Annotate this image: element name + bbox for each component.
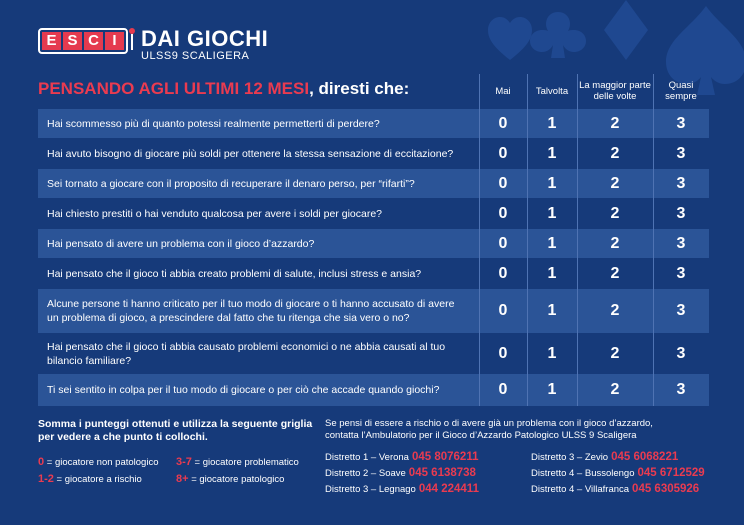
score-option[interactable]: 0 (498, 204, 508, 222)
district-contact (325, 451, 479, 463)
column-header-mai: Mai (495, 85, 511, 97)
score-range: 0 (38, 456, 45, 468)
district-contact (325, 467, 476, 479)
table-row (38, 289, 709, 333)
table-row (38, 199, 709, 228)
question-text: Hai chiesto prestiti o hai venduto qualcosa per avere i soldi per giocare? (47, 207, 383, 220)
column-divider (527, 74, 528, 406)
column-header-talvolta: Talvolta (535, 85, 569, 97)
score-label: = giocatore non patologico (46, 457, 159, 468)
score-option[interactable]: 2 (610, 302, 620, 319)
logo-subtitle: ULSS9 SCALIGERA (141, 50, 250, 62)
scoring-guide (38, 418, 318, 444)
table-row (38, 169, 709, 198)
district-phone: 045 6068221 (611, 451, 679, 463)
table-row (38, 259, 709, 288)
logo-letter: E (42, 32, 61, 50)
score-level (38, 456, 158, 468)
diamond-icon (604, 0, 648, 60)
scoring-heading: Somma i punteggi ottenuti e utilizza la seguente griglia per vedere a che punto ti collochi. (38, 418, 313, 443)
column-divider (479, 74, 480, 406)
district-name: Distretto 4 – Villafranca (531, 484, 630, 495)
score-option[interactable]: 3 (676, 234, 686, 252)
score-option[interactable]: 0 (498, 234, 508, 252)
district-name: Distretto 2 – Soave (325, 468, 406, 479)
score-level (176, 456, 299, 468)
score-option[interactable]: 1 (547, 144, 557, 162)
score-option[interactable]: 2 (610, 204, 620, 222)
page-title (38, 79, 409, 99)
logo-letter: C (84, 32, 103, 50)
score-option[interactable]: 2 (610, 144, 620, 162)
score-label: = giocatore a rischio (56, 474, 142, 485)
slot-machine-logo-mark (38, 28, 128, 54)
table-row (38, 374, 709, 406)
district-name: Distretto 1 – Verona (325, 452, 409, 463)
question-text: Hai pensato di avere un problema con il gioco d’azzardo? (47, 237, 315, 250)
district-phone: 044 224411 (418, 483, 479, 495)
score-option[interactable]: 1 (547, 264, 557, 282)
score-option[interactable]: 1 (547, 381, 557, 398)
district-contact (531, 483, 699, 495)
score-level (38, 473, 142, 485)
district-contact (531, 451, 678, 463)
score-option[interactable]: 0 (498, 174, 508, 192)
score-option[interactable]: 3 (676, 302, 686, 319)
table-row (38, 109, 709, 138)
heart-icon (488, 17, 532, 60)
score-option[interactable]: 0 (498, 344, 508, 362)
question-text: Hai pensato che il gioco ti abbia creato problemi di salute, inclusi stress e ansia? (47, 267, 422, 280)
column-header-maggior-parte: La maggior parte delle volte (579, 80, 651, 102)
esci-dai-giochi-logo (38, 28, 268, 63)
score-option[interactable]: 2 (610, 264, 620, 282)
score-range: 1-2 (38, 473, 54, 485)
logo-title: DAI GIOCHI (141, 26, 269, 51)
club-icon (530, 12, 586, 58)
score-option[interactable]: 0 (498, 114, 508, 132)
column-divider (577, 74, 578, 406)
score-option[interactable]: 1 (547, 204, 557, 222)
score-option[interactable]: 1 (547, 302, 557, 319)
question-text: Hai scommesso più di quanto potessi realmente permetterti di perdere? (47, 117, 380, 130)
table-row (38, 139, 709, 168)
score-option[interactable]: 1 (547, 174, 557, 192)
district-contact (325, 483, 479, 495)
slot-lever-icon (129, 28, 135, 50)
district-phone: 045 8076211 (411, 451, 479, 463)
score-option[interactable]: 2 (610, 344, 620, 362)
score-option[interactable]: 3 (676, 144, 686, 162)
district-name: Distretto 3 – Legnago (325, 484, 416, 495)
table-row (38, 229, 709, 258)
score-option[interactable]: 3 (676, 204, 686, 222)
district-name: Distretto 4 – Bussolengo (531, 468, 635, 479)
score-level (176, 473, 284, 485)
score-option[interactable]: 0 (498, 264, 508, 282)
score-option[interactable]: 2 (610, 381, 620, 398)
question-text: Sei tornato a giocare con il proposito di recuperare il denaro perso, per “rifarti”? (47, 177, 415, 190)
district-phone: 045 6712529 (637, 467, 705, 479)
table-row (38, 334, 709, 373)
score-option[interactable]: 0 (498, 144, 508, 162)
column-header-quasi-sempre: Quasi sempre (665, 80, 697, 102)
question-text: Alcune persone ti hanno criticato per il tuo modo di giocare o ti hanno accusato di avere un problema di gioco, a prescindere dal fatto che tu ritenga che sia vero o no? (47, 298, 455, 324)
score-option[interactable]: 0 (498, 381, 508, 398)
score-option[interactable]: 3 (676, 381, 686, 398)
score-option[interactable]: 1 (547, 344, 557, 362)
score-range: 8+ (176, 473, 189, 485)
logo-letter: S (63, 32, 82, 50)
score-option[interactable]: 2 (610, 114, 620, 132)
score-option[interactable]: 3 (676, 114, 686, 132)
question-text: Hai pensato che il gioco ti abbia causato problemi economici o ne abbia causati al tuo bilancio familiare? (47, 340, 446, 367)
column-divider (653, 74, 654, 406)
page-title-rest: , diresti che: (309, 79, 410, 98)
score-option[interactable]: 0 (498, 302, 508, 319)
score-option[interactable]: 2 (610, 234, 620, 252)
score-label: = giocatore patologico (191, 474, 285, 485)
score-option[interactable]: 3 (676, 344, 686, 362)
contacts-intro: Se pensi di essere a rischio o di avere già un problema con il gioco d’azzardo, contatta l’Ambulatorio per il Gioco d’Azzardo Patologico ULSS 9 Scaligera (325, 418, 653, 441)
question-text: Hai avuto bisogno di giocare più soldi per ottenere la stessa sensazione di eccitazione? (47, 147, 454, 160)
logo-letter: I (105, 32, 124, 50)
question-text: Ti sei sentito in colpa per il tuo modo di giocare o per ciò che accade quando giochi? (47, 384, 440, 396)
score-option[interactable]: 1 (547, 234, 557, 252)
score-option[interactable]: 3 (676, 174, 686, 192)
page-title-highlight: PENSANDO AGLI ULTIMI 12 MESI (38, 79, 310, 98)
district-phone: 045 6305926 (632, 483, 700, 495)
district-contact (531, 467, 705, 479)
district-phone: 045 6138738 (408, 467, 476, 479)
score-option[interactable]: 2 (610, 174, 620, 192)
score-label: = giocatore problematico (194, 457, 299, 468)
score-option[interactable]: 3 (676, 264, 686, 282)
score-option[interactable]: 1 (547, 114, 557, 132)
score-range: 3-7 (176, 456, 192, 468)
district-name: Distretto 3 – Zevio (531, 452, 609, 463)
